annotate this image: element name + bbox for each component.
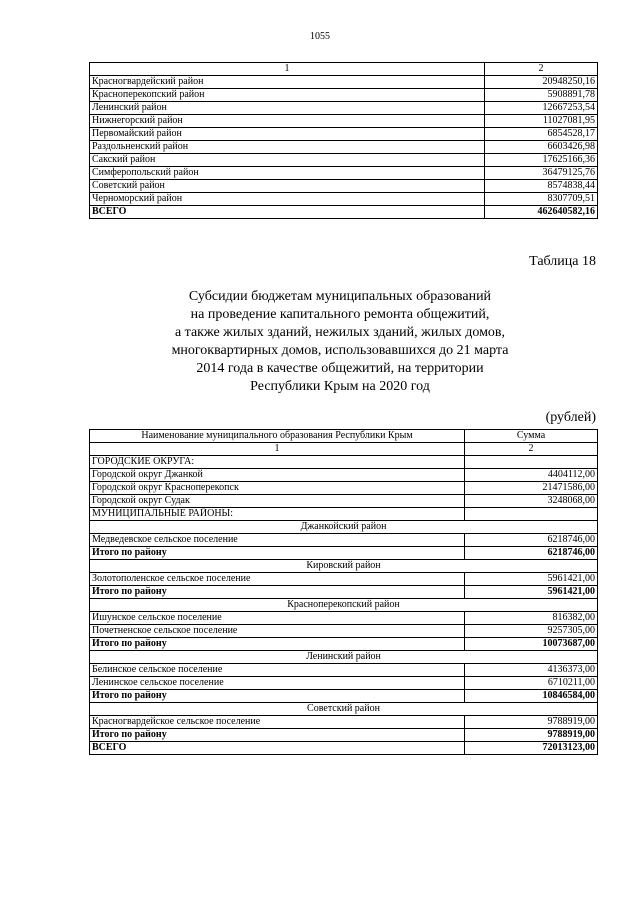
title-line: а также жилых зданий, нежилых зданий, жилых домов, (174, 325, 506, 340)
district-amount: 20948250,16 (485, 76, 598, 89)
subtotal-row (90, 586, 598, 599)
municipality-name: Итого по району (90, 638, 465, 651)
district-amount: 6854528,17 (485, 128, 598, 141)
municipality-name: Городской округ Судак (90, 495, 465, 508)
district-name: Нижнегорский район (90, 115, 485, 128)
title-line: 2014 года в качестве общежитий, на территории (196, 361, 484, 376)
subsidies-table (89, 429, 598, 755)
municipality-name: Итого по району (90, 547, 465, 560)
municipality-name: Красногвардейское сельское поселение (90, 716, 465, 729)
amount: 9257305,00 (465, 625, 598, 638)
table-row (90, 154, 598, 167)
column-number-1: 1 (90, 443, 465, 456)
amount: 6218746,00 (465, 534, 598, 547)
table-row (90, 625, 598, 638)
table-row (90, 180, 598, 193)
subtotal-row (90, 547, 598, 560)
amount: 10846584,00 (465, 690, 598, 703)
district-amount: 12667253,54 (485, 102, 598, 115)
table-row (90, 612, 598, 625)
title-line: Субсидии бюджетам муниципальных образований (188, 289, 492, 304)
municipality-name: Почетненское сельское поселение (90, 625, 465, 638)
municipality-name: Ленинское сельское поселение (90, 677, 465, 690)
table-header-row (90, 63, 598, 76)
table-title (120, 288, 560, 396)
amount: 6710211,00 (465, 677, 598, 690)
table-header-row (90, 430, 598, 443)
municipality-name: МУНИЦИПАЛЬНЫЕ РАЙОНЫ: (90, 508, 465, 521)
district-name: Красногвардейский район (90, 76, 485, 89)
section-row (90, 508, 598, 521)
district-name: Симферопольский район (90, 167, 485, 180)
table-row (90, 193, 598, 206)
district-header: Ленинский район (90, 651, 598, 664)
district-header-row (90, 703, 598, 716)
district-amount: 8307709,51 (485, 193, 598, 206)
amount (465, 508, 598, 521)
district-amount: 6603426,98 (485, 141, 598, 154)
district-header-row (90, 560, 598, 573)
amount: 4136373,00 (465, 664, 598, 677)
amount: 6218746,00 (465, 547, 598, 560)
district-header: Кировский район (90, 560, 598, 573)
municipality-name: Итого по району (90, 586, 465, 599)
table-row (90, 128, 598, 141)
table-row (90, 716, 598, 729)
district-header-row (90, 599, 598, 612)
district-name: Сакский район (90, 154, 485, 167)
total-row (90, 206, 598, 219)
municipality-name: Золотополенское сельское поселение (90, 573, 465, 586)
municipality-name: ВСЕГО (90, 742, 465, 755)
district-amount: 36479125,76 (485, 167, 598, 180)
table-row (90, 573, 598, 586)
district-amount: 17625166,36 (485, 154, 598, 167)
municipality-name: Ишунское сельское поселение (90, 612, 465, 625)
district-name: Советский район (90, 180, 485, 193)
table-row (90, 534, 598, 547)
amount: 72013123,00 (465, 742, 598, 755)
district-header: Советский район (90, 703, 598, 716)
column-number-row (90, 443, 598, 456)
table-row (90, 76, 598, 89)
district-header-row (90, 521, 598, 534)
header-name: Наименование муниципального образования Республики Крым (90, 430, 465, 443)
table-label: Таблица 18 (529, 254, 596, 269)
table-row (90, 469, 598, 482)
municipality-name: Городской округ Красноперекопск (90, 482, 465, 495)
district-name: Черноморский район (90, 193, 485, 206)
amount (465, 456, 598, 469)
title-line: на проведение капитального ремонта общежитий, (190, 307, 490, 322)
column-number-2: 2 (485, 63, 598, 76)
title-line: многоквартирных домов, использовавшихся до 21 марта (171, 343, 509, 358)
municipality-name: Белинское сельское поселение (90, 664, 465, 677)
amount: 3248068,00 (465, 495, 598, 508)
units-label: (рублей) (545, 410, 596, 425)
district-header-row (90, 651, 598, 664)
table-row (90, 482, 598, 495)
amount: 816382,00 (465, 612, 598, 625)
total-row (90, 742, 598, 755)
table-row (90, 115, 598, 128)
table-row (90, 141, 598, 154)
district-name: Первомайский район (90, 128, 485, 141)
district-header: Красноперекопский район (90, 599, 598, 612)
amount: 4404112,00 (465, 469, 598, 482)
district-totals-table (89, 62, 598, 219)
amount: 9788919,00 (465, 716, 598, 729)
district-name: Раздольненский район (90, 141, 485, 154)
district-header: Джанкойский район (90, 521, 598, 534)
municipality-name: Итого по району (90, 729, 465, 742)
table-row (90, 102, 598, 115)
district-name: Красноперекопский район (90, 89, 485, 102)
municipality-name: ГОРОДСКИЕ ОКРУГА: (90, 456, 465, 469)
municipality-name: Итого по району (90, 690, 465, 703)
subtotal-row (90, 638, 598, 651)
section-row (90, 456, 598, 469)
table-row (90, 167, 598, 180)
district-amount: 5908891,78 (485, 89, 598, 102)
subtotal-row (90, 729, 598, 742)
municipality-name: Медведевское сельское поселение (90, 534, 465, 547)
subtotal-row (90, 690, 598, 703)
column-number-2: 2 (465, 443, 598, 456)
total-amount: 462640582,16 (485, 206, 598, 219)
title-line: Республики Крым на 2020 год (250, 379, 430, 394)
column-number-1: 1 (90, 63, 485, 76)
district-amount: 11027081,95 (485, 115, 598, 128)
header-sum: Сумма (465, 430, 598, 443)
table-row (90, 495, 598, 508)
table-row (90, 677, 598, 690)
municipality-name: Городской округ Джанкой (90, 469, 465, 482)
amount: 5961421,00 (465, 586, 598, 599)
amount: 21471586,00 (465, 482, 598, 495)
table-row (90, 89, 598, 102)
page-number: 1055 (310, 31, 330, 42)
amount: 10073687,00 (465, 638, 598, 651)
table-row (90, 664, 598, 677)
amount: 5961421,00 (465, 573, 598, 586)
amount: 9788919,00 (465, 729, 598, 742)
district-amount: 8574838,44 (485, 180, 598, 193)
total-label: ВСЕГО (90, 206, 485, 219)
district-name: Ленинский район (90, 102, 485, 115)
